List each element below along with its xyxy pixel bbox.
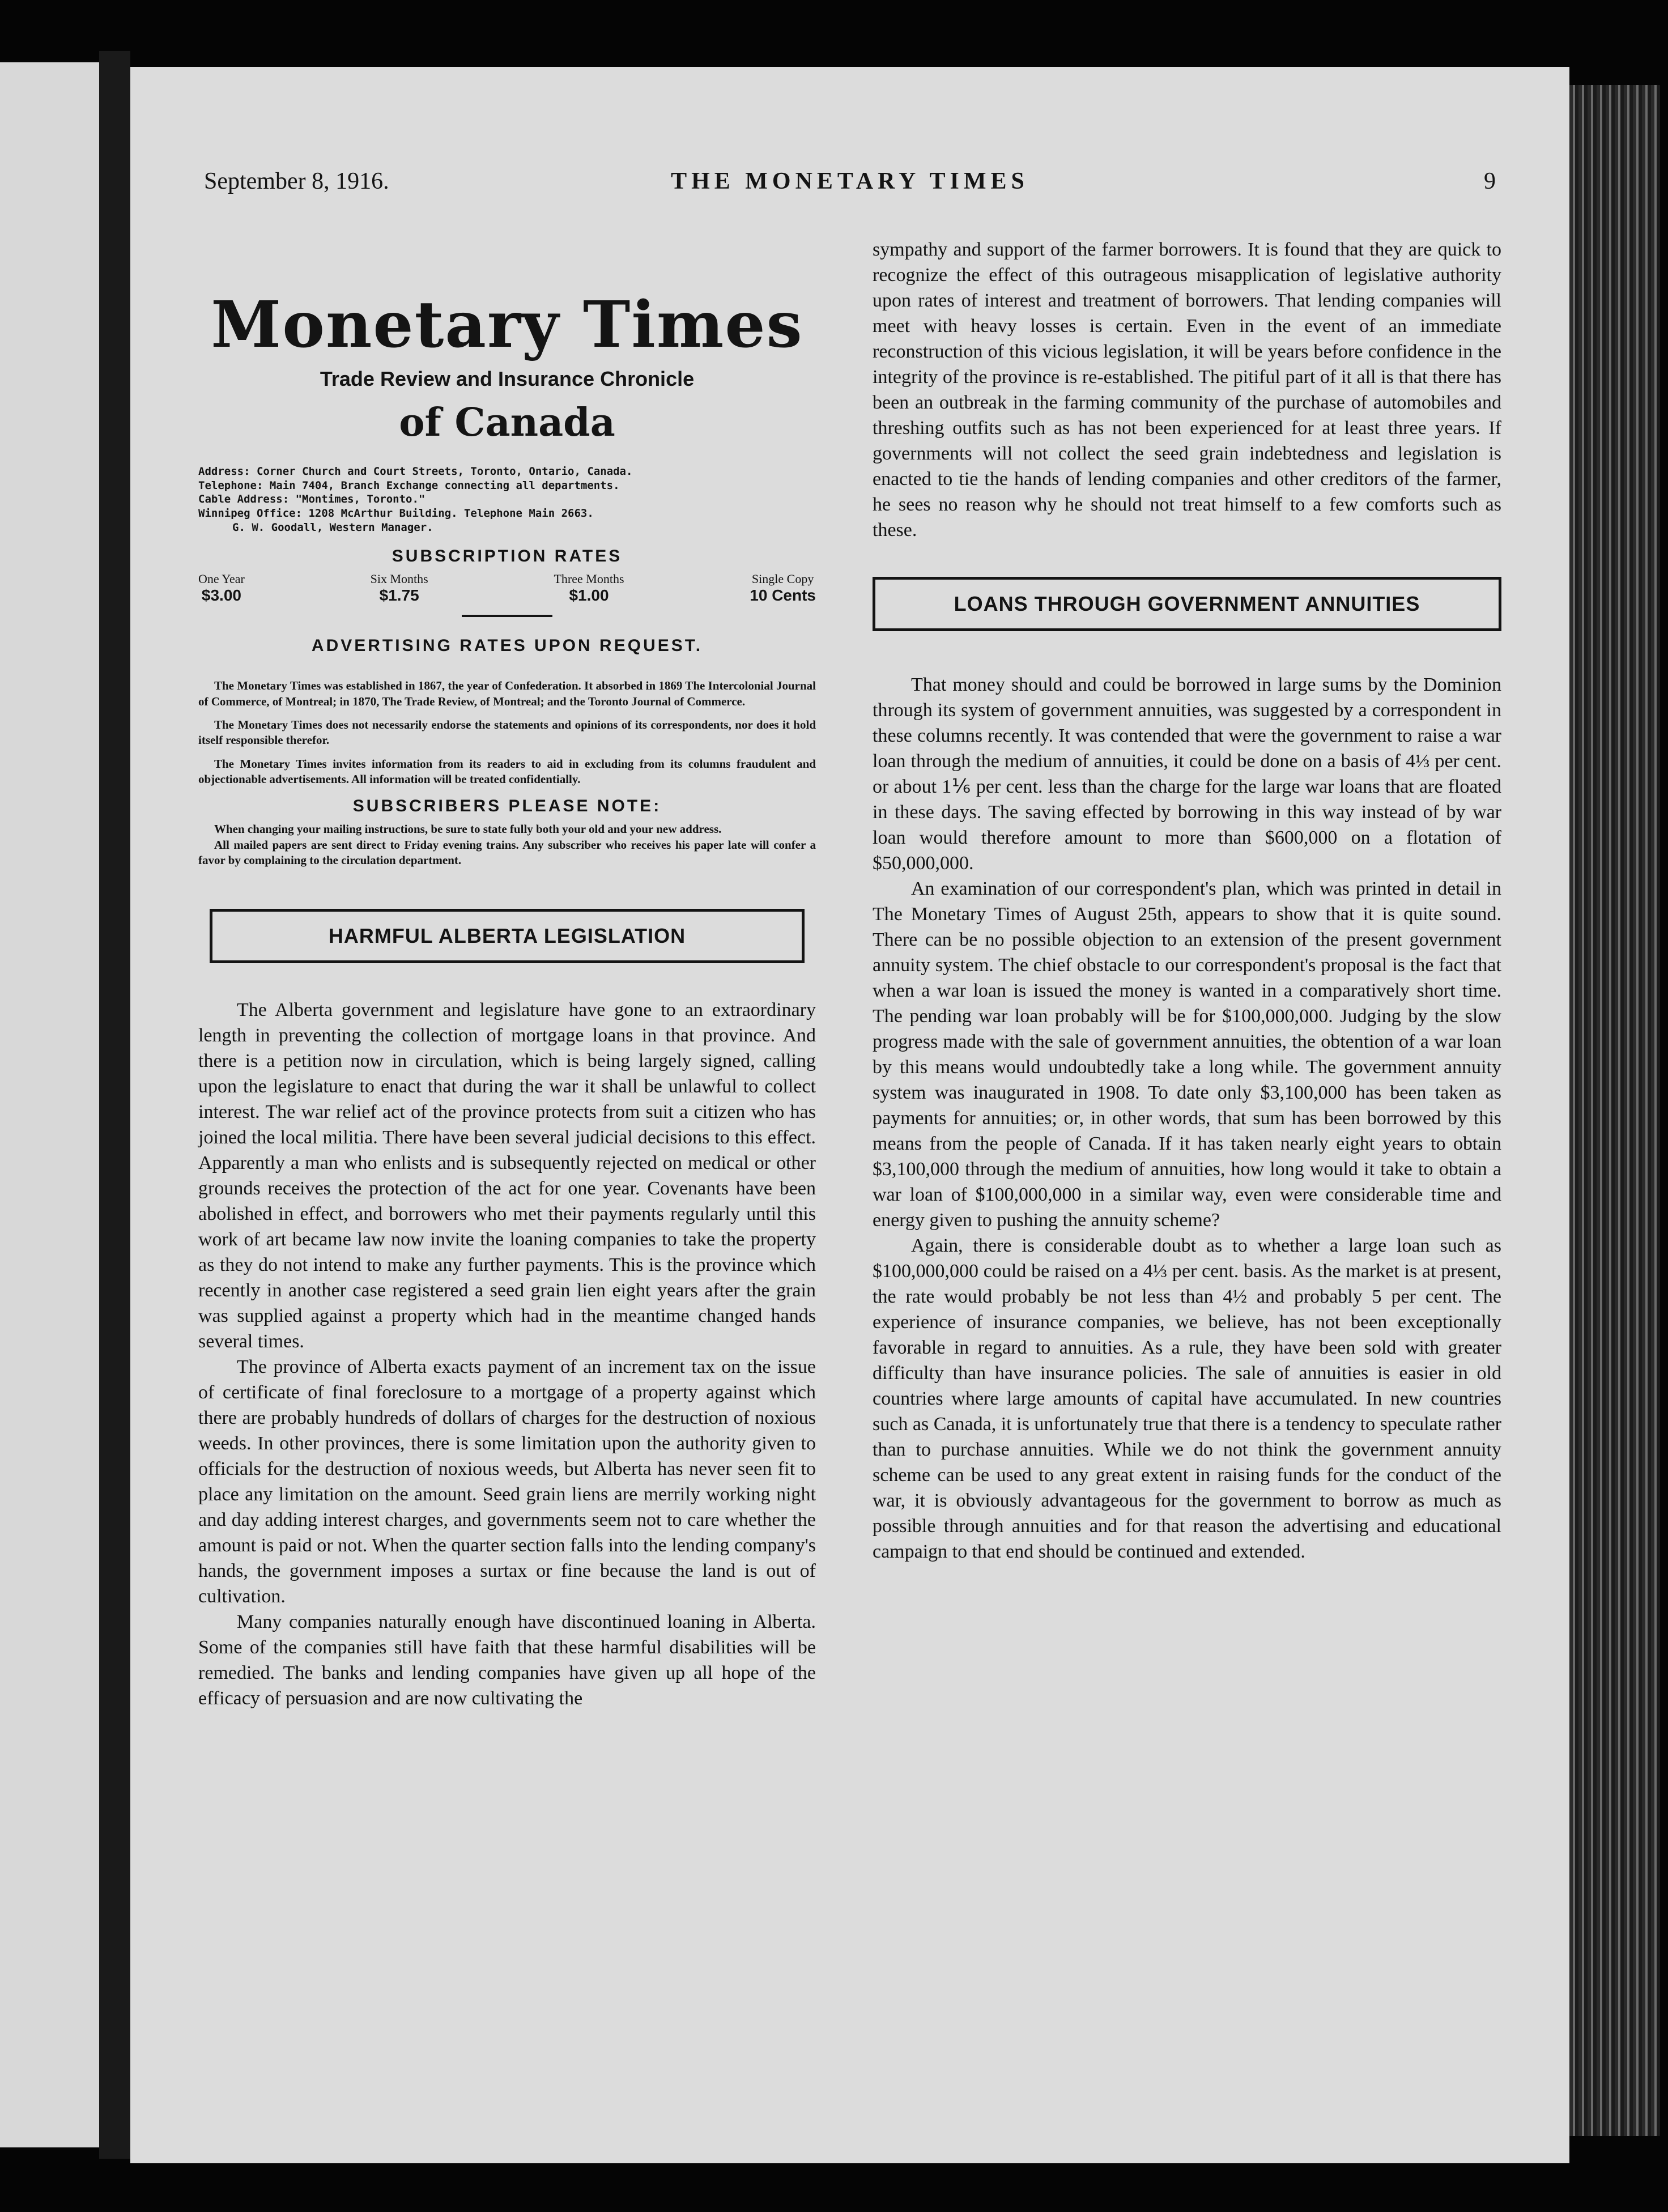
masthead-subtitle: Trade Review and Insurance Chronicle xyxy=(320,367,695,390)
rate-label: Single Copy xyxy=(751,572,814,586)
subscription-heading: SUBSCRIPTION RATES xyxy=(392,547,623,566)
alberta-article xyxy=(198,997,816,1711)
rate-six-months xyxy=(371,572,428,605)
rate-label: Three Months xyxy=(554,572,624,586)
publication-title: THE MONETARY TIMES xyxy=(671,168,1029,194)
mailed-notice: All mailed papers are sent direct to Friday evening trains. Any subscriber who receives his paper late will confer a favor by complaining to the circulation department. xyxy=(198,837,816,867)
left-column xyxy=(187,237,827,1711)
annuities-article xyxy=(873,672,1501,1564)
mailing-notice: When changing your mailing instructions, be sure to state fully both your old and your new address. xyxy=(214,822,722,836)
rate-label: Six Months xyxy=(370,572,428,586)
facing-page-edge xyxy=(0,62,99,2147)
winnipeg-office-line: Winnipeg Office: 1208 McArthur Building. Telephone Main 2663. xyxy=(198,507,594,520)
article-paragraph: sympathy and support of the farmer borrowers. It is found that they are quick to recognize the effect of this outrageous misapplication of legislative authority upon rates of interest and treatment of borrowers. That lending companies will meet with heavy losses is certain. Even in the event of an immediate reconstruction of this vicious legislation, it will be years before confidence in the integrity of the province is re-established. The pitiful part of it all is that there has been an outbreak in the farming community of the purchase of automobiles and threshing outfits such as has not been experienced for at least three years. If governments will not collect the seed grain indebtedness and legislation is enacted to tie the hands of lending companies and other creditors of the farmer, he sees no reason why he should not treat himself to a few comforts such as these. xyxy=(873,239,1501,541)
page-number: 9 xyxy=(1484,168,1496,194)
rate-three-months xyxy=(554,572,624,605)
cable-address-line: Cable Address: "Montimes, Toronto." xyxy=(198,493,425,506)
divider-rule xyxy=(462,615,552,617)
article-paragraph: That money should and could be borrowed in large sums by the Dominion through its system of government annuities, was suggested by a correspondent in these columns recently. It was contended that were the government to raise a war loan through the medium of annuities, it could be done on a basis of 4⅓ per cent. or about 1⅙ per cent. less than the charge for the large war loans that are floated in these days. The saving effected by borrowing in this way instead of by war loan would therefore amount to more than $600,000 on a flotation of $50,000,000. xyxy=(873,674,1501,874)
advertising-heading: ADVERTISING RATES UPON REQUEST. xyxy=(311,636,703,656)
article-paragraph: Many companies naturally enough have discontinued loaning in Alberta. Some of the companies still have faith that these harmful disabilities will be remedied. The banks and lending companies have given up all hope of the efficacy of persuasion and are now cultivating the xyxy=(198,1611,816,1709)
history-notice: The Monetary Times was established in 1867, the year of Confederation. It absorbed in 1869 The Intercolonial Journal of Commerce, of Montreal; in 1870, The Trade Review, of Montreal; and the Toronto Journal of Commerce. xyxy=(198,679,816,708)
article-paragraph: An examination of our correspondent's plan, which was printed in detail in The Monetary Times of August 25th, appears to show that it is quite sound. There can be no possible objection to an extension of the present government annuity system. The chief obstacle to our correspondent's proposal is the fact that when a war loan is issued the money is wanted in a comparatively short time. The pending war loan probably will be for $100,000,000. Judging by the slow progress made with the sale of government annuities, the obtention of a war loan by this means would undoubtedly take a long while. The government annuity system was inaugurated in 1908. To date only $3,100,000 has been taken as payments for annuities; or, in other words, that sum has been borrowed by this means from the people of Canada. If it has taken nearly eight years to obtain $3,100,000 through the medium of annuities, how long would it take to obtain a war loan of $100,000,000 in a similar way, even were considerable time and energy given to pushing the annuity scheme? xyxy=(873,878,1501,1231)
magazine-page xyxy=(130,67,1569,2163)
masthead-of-canada: of Canada xyxy=(399,400,615,445)
rate-price: 10 Cents xyxy=(750,586,816,605)
publisher-notices xyxy=(198,678,816,868)
alberta-article-continued xyxy=(873,237,1501,543)
running-header xyxy=(204,168,1496,202)
rate-price: $1.75 xyxy=(379,586,419,605)
subscribers-heading: SUBSCRIBERS PLEASE NOTE: xyxy=(352,797,662,816)
rate-price: $3.00 xyxy=(201,586,241,605)
address-line: Address: Corner Church and Court Streets, Toronto, Ontario, Canada. xyxy=(198,465,633,478)
page-stack-edges xyxy=(1569,85,1660,2136)
book-gutter xyxy=(99,51,130,2159)
masthead-title: Monetary Times xyxy=(211,288,803,362)
alberta-heading: HARMFUL ALBERTA LEGISLATION xyxy=(210,909,805,963)
manager-line: G. W. Goodall, Western Manager. xyxy=(232,521,433,534)
rate-price: $1.00 xyxy=(569,586,609,605)
address-block xyxy=(198,465,816,534)
rate-label: One Year xyxy=(198,572,245,586)
telephone-line: Telephone: Main 7404, Branch Exchange connecting all departments. xyxy=(198,479,620,492)
masthead xyxy=(187,288,827,656)
right-column xyxy=(861,237,1513,1564)
rate-one-year xyxy=(198,572,245,605)
annuities-heading: LOANS THROUGH GOVERNMENT ANNUITIES xyxy=(873,577,1501,631)
article-paragraph: The Alberta government and legislature have gone to an extraordinary length in preventing the collection of mortgage loans in that province. And there is a petition now in circulation, which is being largely signed, calling upon the legislature to enact that during the war it shall be unlawful to collect interest. The war relief act of the province protects from suit a citizen who has joined the local militia. There have been several judicial decisions to this effect. Apparently a man who enlists and is subsequently rejected on medical or other grounds receives the protection of the act for one year. Covenants have been abolished in effect, and borrowers who met their payments regularly until this work of art became law now invite the loaning companies to take the property as they do not intend to make any further payments. This is the province which recently in another case registered a seed grain lien eight years after the grain was supplied against a property which had in the meantime changed hands several times. xyxy=(198,999,816,1352)
article-paragraph: The province of Alberta exacts payment of an increment tax on the issue of certificate of final foreclosure to a mortgage of a property against which there are probably hundreds of dollars of charges for the destruction of noxious weeds. In other provinces, there is some limitation upon the authority given to officials for the destruction of noxious weeds, but Alberta has never seen fit to place any limitation on the amount. Seed grain liens are merrily working night and day adding interest charges, and governments seem not to care whether the amount is paid or not. When the quarter section falls into the lending company's hands, the government imposes a surtax or fine because the land is out of cultivation. xyxy=(198,1356,816,1607)
invites-notice: The Monetary Times invites information from its readers to aid in excluding from its columns fraudulent and objectionable advertisements. All information will be treated confidentially. xyxy=(198,756,816,786)
article-paragraph: Again, there is considerable doubt as to whether a large loan such as $100,000,000 could be raised on a 4⅓ per cent. basis. As the market is at present, the rate would probably be not less than 4½ and probably 5 per cent. The experience of insurance companies, we believe, has not been exceptionally favorable in regard to annuities. As a rule, they have been sold with greater difficulty than have insurance policies. The sale of annuities is easier in old countries where large amounts of capital have accumulated. In new countries such as Canada, it is unfortunately true that there is a tendency to speculate rather than to purchase annuities. While we do not think the government annuity scheme can be used to any great extent in raising funds for the conduct of the war, it is obviously advantageous for the government to borrow as much as possible through annuities and for that reason the advertising and educational campaign to that end should be continued and extended. xyxy=(873,1235,1501,1562)
rate-single-copy xyxy=(750,572,816,605)
issue-date: September 8, 1916. xyxy=(204,168,389,194)
endorse-notice: The Monetary Times does not necessarily endorse the statements and opinions of its correspondents, nor does it hold itself responsible therefor. xyxy=(198,718,816,747)
subscription-rates xyxy=(198,572,816,605)
